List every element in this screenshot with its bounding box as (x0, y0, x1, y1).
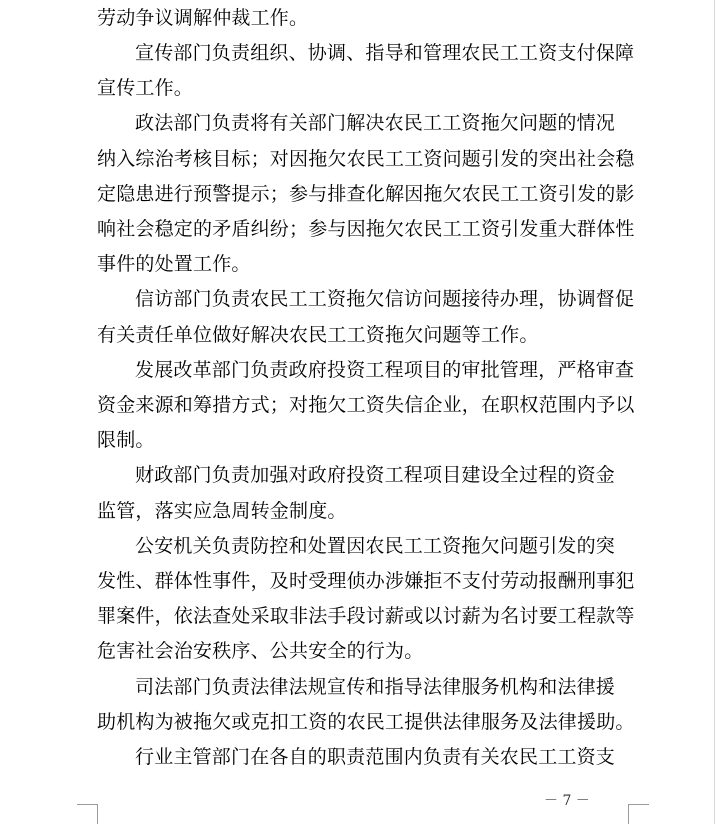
paragraph-start-line: 行业主管部门在各自的职责范围内负责有关农民工工资支 (135, 746, 616, 768)
paragraph-start-line: 公安机关负责防控和处置因农民工工资拖欠问题引发的突 (135, 535, 616, 557)
paragraph-start-line: 财政部门负责加强对政府投资工程项目建设全过程的资金 (135, 464, 616, 486)
paragraph-start-line: 司法部门负责法律法规宣传和指导法律服务机构和法律援 (135, 676, 616, 698)
text-line: 限制。 (97, 429, 155, 451)
margin-corner-mark-left (77, 804, 98, 824)
text-line: 劳动争议调解仲裁工作。 (97, 7, 309, 29)
text-line: 纳入综治考核目标；对因拖欠农民工工资问题引发的突出社会稳 (97, 148, 635, 170)
text-line: 发性、群体性事件，及时受理侦办涉嫌拒不支付劳动报酬刑事犯 (97, 570, 635, 592)
paragraph-start-line: 信访部门负责农民工工资拖欠信访问题接待办理，协调督促 (135, 288, 635, 310)
text-line: 定隐患进行预警提示；参与排查化解因拖欠农民工工资引发的影 (97, 183, 635, 205)
paragraph-start-line: 宣传部门负责组织、协调、指导和管理农民工工资支付保障 (135, 42, 635, 64)
text-line: 事件的处置工作。 (97, 253, 251, 275)
margin-corner-mark-right (628, 804, 649, 824)
text-line: 宣传工作。 (97, 77, 194, 99)
text-line: 监管，落实应急周转金制度。 (97, 500, 347, 522)
page-number: － 7 － (544, 793, 590, 809)
page-edge (714, 0, 715, 824)
text-line: 资金来源和筹措方式；对拖欠工资失信企业，在职权范围内予以 (97, 394, 635, 416)
text-line: 有关责任单位做好解决农民工工资拖欠问题等工作。 (97, 324, 539, 346)
paragraph-start-line: 政法部门负责将有关部门解决农民工工资拖欠问题的情况 (135, 112, 616, 134)
text-line: 罪案件，依法查处采取非法手段讨薪或以讨薪为名讨要工程款等 (97, 605, 635, 627)
text-line: 助机构为被拖欠或克扣工资的农民工提供法律服务及法律援助。 (97, 711, 635, 733)
text-line: 响社会稳定的矛盾纠纷；参与因拖欠农民工工资引发重大群体性 (97, 218, 635, 240)
paragraph-start-line: 发展改革部门负责政府投资工程项目的审批管理，严格审查 (135, 359, 635, 381)
text-line: 危害社会治安秩序、公共安全的行为。 (97, 640, 424, 662)
